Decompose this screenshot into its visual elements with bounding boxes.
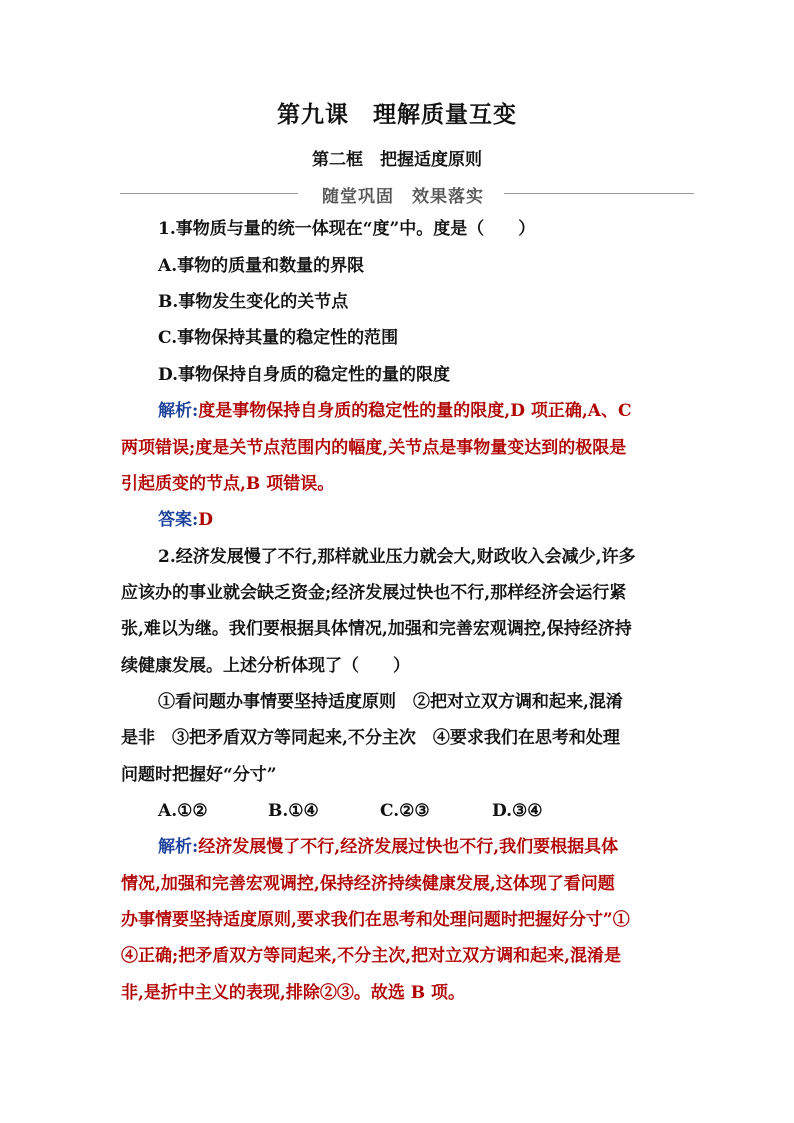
question-2-option-d: D.③④ (492, 801, 543, 821)
question-2-statement-line-1: ①看问题办事情要坚持适度原则 ②把对立双方调和起来,混淆 (158, 692, 623, 712)
question-1-stem: 1.事物质与量的统一体现在“度”中。度是（ ） (158, 219, 536, 239)
question-2-option-b: B.①④ (268, 801, 319, 821)
question-2-analysis-line-2: 情况,加强和完善宏观调控,保持经济持续健康发展,这体现了看问题 (121, 874, 615, 894)
question-2-statement-line-3: 问题时把握好“分寸” (121, 765, 277, 785)
question-1-analysis-line-3: 引起质变的节点,B 项错误。 (121, 474, 335, 494)
question-1-option-b: B.事物发生变化的关节点 (158, 292, 349, 312)
question-2-stem-line-1: 2.经济发展慢了不行,那样就业压力就会大,财政收入会减少,许多 (158, 547, 636, 567)
question-2-option-a: A.①② (158, 801, 208, 821)
question-2-analysis-line-4: ④正确;把矛盾双方等同起来,不分主次,把对立双方调和起来,混淆是 (121, 946, 622, 966)
question-2-stem-line-2: 应该办的事业就会缺乏资金;经济发展过快也不行,那样经济会运行紧 (121, 583, 627, 603)
answer-label: 答案: (158, 510, 199, 530)
question-1-option-a: A.事物的质量和数量的界限 (158, 256, 365, 276)
question-1-option-d: D.事物保持自身质的稳定性的量的限度 (158, 365, 451, 385)
answer-value: D (198, 510, 214, 530)
analysis-label: 解析: (158, 837, 199, 857)
analysis-label: 解析: (158, 401, 199, 421)
question-2-option-c: C.②③ (380, 801, 430, 821)
banner-divider-left (120, 193, 298, 194)
question-1-option-c: C.事物保持其量的稳定性的范围 (158, 328, 399, 348)
question-1-analysis-line-2: 两项错误;度是关节点范围内的幅度,关节点是事物量变达到的极限是 (121, 438, 627, 458)
question-2-analysis-line-5: 非,是折中主义的表现,排除②③。故选 B 项。 (121, 983, 466, 1003)
question-2-analysis-line-1 (158, 835, 618, 859)
question-2-stem-line-3: 张,难以为继。我们要根据具体情况,加强和完善宏观调控,保持经济持 (121, 619, 632, 639)
section-banner (120, 181, 694, 207)
section-title: 第二框 把握适度原则 (312, 150, 482, 170)
question-1-answer (158, 508, 213, 532)
question-1-analysis-line-1 (158, 399, 632, 423)
question-2-analysis-line-3: 办事情要坚持适度原则,要求我们在思考和处理问题时把握好分寸”① (121, 910, 630, 930)
banner-divider-right (504, 193, 694, 194)
question-2-statement-line-2: 是非 ③把矛盾双方等同起来,不分主次 ④要求我们在思考和处理 (121, 728, 620, 748)
question-2-stem-line-4: 续健康发展。上述分析体现了（ ） (121, 656, 410, 676)
banner-text: 随堂巩固 效果落实 (322, 187, 484, 207)
lesson-title: 第九课 理解质量互变 (277, 101, 517, 128)
analysis-text: 度是事物保持自身质的稳定性的量的限度,D 项正确,A、C (198, 401, 632, 421)
analysis-text: 经济发展慢了不行,经济发展过快也不行,我们要根据具体 (198, 837, 619, 857)
